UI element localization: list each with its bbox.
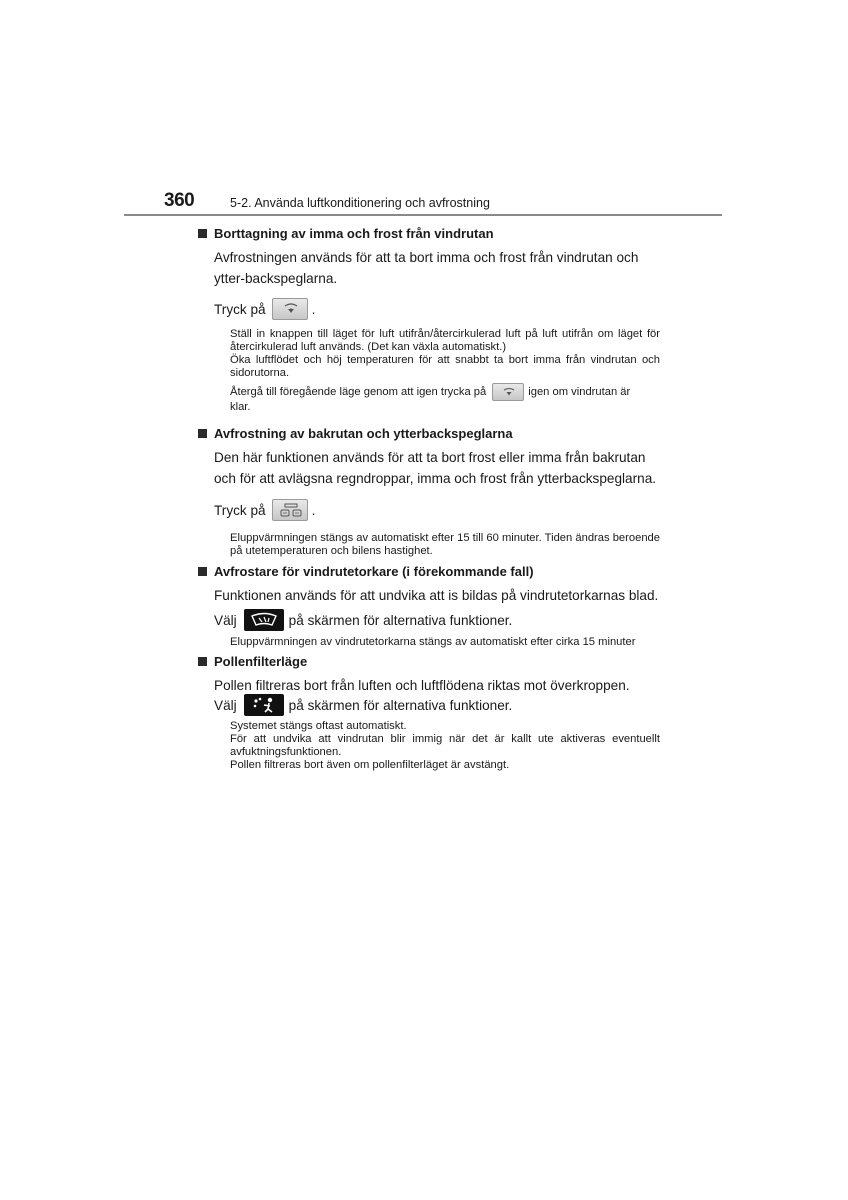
wiper-deicer-icon	[244, 609, 284, 631]
note-block: Eluppvärmningen av vindrutetorkarna stängs av automatiskt efter cirka 15 minuter	[230, 636, 636, 648]
rear-defrost-mirror-icon	[272, 499, 308, 521]
select-instruction: Välj på skärmen för alternativa funktioner.	[214, 608, 512, 632]
header-rule	[124, 214, 722, 216]
bullet-square-icon	[198, 429, 207, 438]
section-body: Funktionen används för att undvika att is bildas på vindrutetorkarnas blad.	[214, 588, 659, 603]
press-instruction: Tryck på .	[214, 498, 315, 522]
pollen-filter-icon	[244, 694, 284, 716]
section-heading-pollen-filter: Pollenfilterläge	[198, 654, 307, 669]
bullet-square-icon	[198, 567, 207, 576]
front-defrost-icon	[492, 383, 524, 401]
press-instruction: Tryck på .	[214, 297, 315, 321]
section-heading-front-defrost: Borttagning av imma och frost från vindrutan	[198, 226, 494, 241]
note-block: Eluppvärmningen stängs av automatiskt efter 15 till 60 minuter. Tiden ändras beroende på utetemperaturen och bilens hastighet.	[230, 532, 660, 557]
section-body: Avfrostningen används för att ta bort imma och frost från vindrutan och ytter-backspeglarna.	[214, 250, 639, 286]
select-instruction: Välj på skärmen för alternativa funktioner.	[214, 693, 512, 717]
page-header	[124, 188, 722, 216]
note-block: Systemet stängs oftast automatiskt. För att undvika att vindrutan blir immig när det är kallt ute aktiveras eventuellt avfuktningsfunktionen. Pollen filtreras bort även om pollenfilterläget är avstängt.	[230, 720, 660, 771]
chapter-title: 5-2. Använda luftkonditionering och avfrostning	[230, 196, 490, 210]
note-block: Ställ in knappen till läget för luft utifrån/återcirkulerad luft på luft utifrån om läget för återcirkulerad luft används. (Det kan växla automatiskt.) Öka luftflödet och höj temperaturen för att snabbt ta bort imma från vindrutan och sidorutorna. Återgå till föregående läge genom att igen trycka på igen om vindrutan är klar.	[230, 328, 660, 413]
section-heading-wiper-deicer: Avfrostare för vindrutetorkare (i förekommande fall)	[198, 564, 534, 579]
bullet-square-icon	[198, 229, 207, 238]
page-number: 360	[164, 190, 195, 211]
bullet-square-icon	[198, 657, 207, 666]
section-body: Pollen filtreras bort från luften och luftflödena riktas mot överkroppen.	[214, 678, 630, 693]
front-defrost-icon	[272, 298, 308, 320]
section-body: Den här funktionen används för att ta bort frost eller imma från bakrutan och för att avlägsna regndroppar, imma och frost från ytterbackspeglarna.	[214, 450, 657, 486]
section-heading-rear-defrost: Avfrostning av bakrutan och ytterbackspeglarna	[198, 426, 513, 441]
